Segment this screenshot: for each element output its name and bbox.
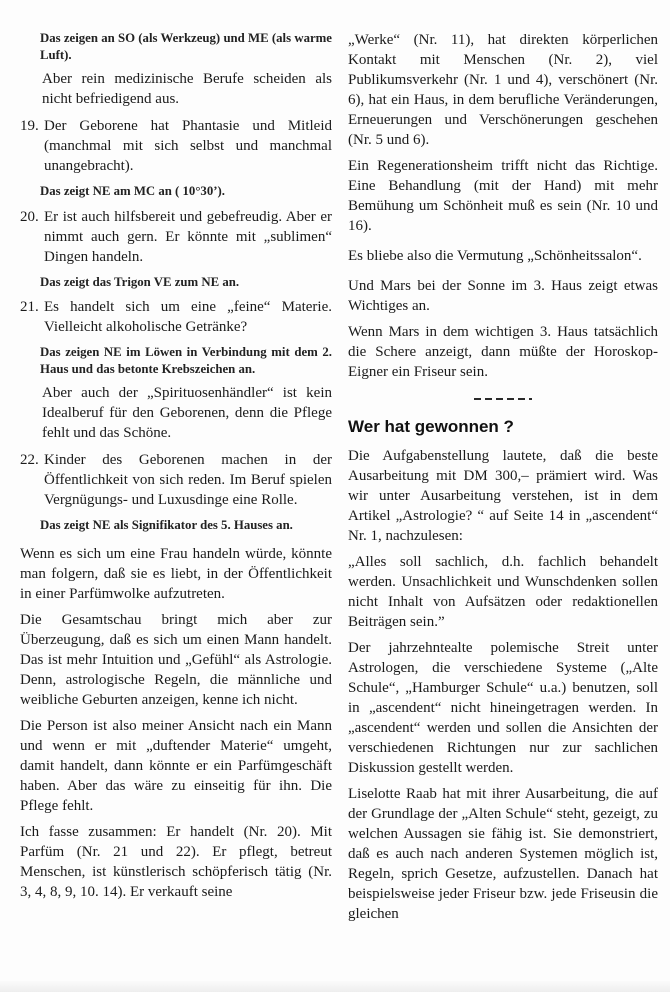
right-column <box>348 30 658 930</box>
paragraph: Ich fasse zusammen: Er handelt (Nr. 20). Mit Parfüm (Nr. 21 und 22). Er pflegt, betreut Menschen, ist künstlerisch schöpferisch tätig (Nr. 3, 4, 8, 9, 10. 14). Er verkauft seine <box>20 823 332 900</box>
paragraph: Es bliebe also die Vermutung „Schönheitssalon“. <box>348 248 642 264</box>
footnote: Das zeigt NE am MC an ( 10°30’). <box>40 184 225 198</box>
paragraph: Wenn Mars in dem wichtigen 3. Haus tatsächlich die Schere anzeigt, dann müßte der Horoskop-Eigner ein Friseur sein. <box>348 324 658 380</box>
list-number: 20. <box>20 208 39 225</box>
section-heading: Wer hat gewonnen ? <box>348 417 514 436</box>
list-item <box>20 297 332 337</box>
list-item-text: Er ist auch hilfsbereit und gebefreudig. Aber er nimmt auch gern. Er könnte mit „sublimen“ Dingen handeln. <box>44 208 332 265</box>
paragraph: Ein Regenerationsheim trifft nicht das Richtige. Eine Behandlung (mit der Hand) mit mehr Bemühung um Schönheit muß es sein (Nr. 10 und 16). <box>348 158 658 234</box>
paragraph: Die Person ist also meiner Ansicht nach ein Mann und wenn er mit „duftender Materie“ umgeht, damit handelt, dann könnte er ein Parfümgeschäft haben. Aber das wäre zu einseitig für ihn. Die Pflege fehlt. <box>20 717 332 814</box>
paragraph: Aber auch der „Spirituosenhändler“ ist kein Idealberuf für den Geborenen, denn die Pflege fehlt und das Schöne. <box>42 385 332 441</box>
paragraph: Die Aufgabenstellung lautete, daß die beste Ausarbeitung mit DM 300,– prämiert wird. Was wir unter Ausarbeitung verstehen, ist in dem Artikel „Astrologie? “ auf Seite 14 in „ascendent“ Nr. 1, nachzulesen: <box>348 448 658 544</box>
two-column-layout <box>20 30 658 930</box>
dash-divider <box>474 398 532 400</box>
page-bottom-edge <box>0 981 670 992</box>
paragraph: Liselotte Raab hat mit ihrer Ausarbeitung, die auf der Grundlage der „Alten Schule“ steht, gezeigt, zu welchen Aussagen sie fähig ist. Sie demonstriert, daß es auch nach anderen Systemen möglich ist, Regeln, sprich Gesetze, aufzustellen. Danach hat beispielsweise jeder Friseur bzw. jede Friseusin die gleichen <box>348 786 658 922</box>
paragraph: „Werke“ (Nr. 11), hat direkten körperlichen Kontakt mit Menschen (Nr. 2), viel Publikumsverkehr (Nr. 1 und 4), verschönert (Nr. 6), hat ein Haus, in dem berufliche Veränderungen, Erneuerungen und Verschönerungen geschehen (Nr. 5 und 6). <box>348 32 658 148</box>
left-column <box>20 30 332 930</box>
list-number: 19. <box>20 118 39 134</box>
list-number: 21. <box>20 299 39 315</box>
footnote: Das zeigen NE im Löwen in Verbindung mit dem 2. Haus und das betonte Krebszeichen an. <box>40 345 332 376</box>
list-item <box>20 207 332 267</box>
paragraph: Die Gesamtschau bringt mich aber zur Überzeugung, daß es sich um einen Mann handelt. Das ist mehr Intuition und „Gefühl“ als Astrologie. Denn, astrologische Regeln, die männliche und weibliche Geburten anzeigen, kenne ich nicht. <box>20 611 332 708</box>
paragraph: Der jahrzehntealte polemische Streit unter Astrologen, die verschiedene Systeme („Alte Schule“, „Hamburger Schule“ u.a.) benutzen, soll in „ascendent“ nicht hineingetragen werden. In „ascendent“ werden und sollen die Ansichten der verschiedenen Richtungen nur zur sachlichen Diskussion gestellt werden. <box>348 640 658 776</box>
footnote: Das zeigt NE als Signifikator des 5. Hauses an. <box>40 518 293 532</box>
paragraph: Wenn es sich um eine Frau handeln würde, könnte man folgern, daß sie es liebt, in der Öffentlichkeit in einer Parfümwolke aufzutreten. <box>20 545 332 602</box>
paragraph: „Alles soll sachlich, d.h. fachlich behandelt werden. Unsachlichkeit und Wunschdenken sollen nicht Inhalt von Aufsätzen oder redaktionellen Beiträgen sein.” <box>348 554 658 630</box>
list-item <box>20 450 332 510</box>
footnote: Das zeigt das Trigon VE zum NE an. <box>40 274 240 289</box>
list-number: 22. <box>20 452 39 468</box>
paragraph: Aber rein medizinische Berufe scheiden als nicht befriedigend aus. <box>42 71 332 107</box>
footnote: Das zeigen an SO (als Werkzeug) und ME (als warme Luft). <box>40 31 332 62</box>
list-item-text: Kinder des Geborenen machen in der Öffentlichkeit von sich reden. Im Beruf spielen Vergnügungs- und Luxusdinge eine Rolle. <box>44 452 332 508</box>
list-item-text: Der Geborene hat Phantasie und Mitleid (manchmal mit sich selbst und manchmal unangebracht). <box>44 118 332 174</box>
list-item <box>20 116 332 176</box>
list-item-text: Es handelt sich um eine „feine“ Materie. Vielleicht alkoholische Getränke? <box>44 299 332 335</box>
paragraph: Und Mars bei der Sonne im 3. Haus zeigt etwas Wichtiges an. <box>348 278 658 314</box>
